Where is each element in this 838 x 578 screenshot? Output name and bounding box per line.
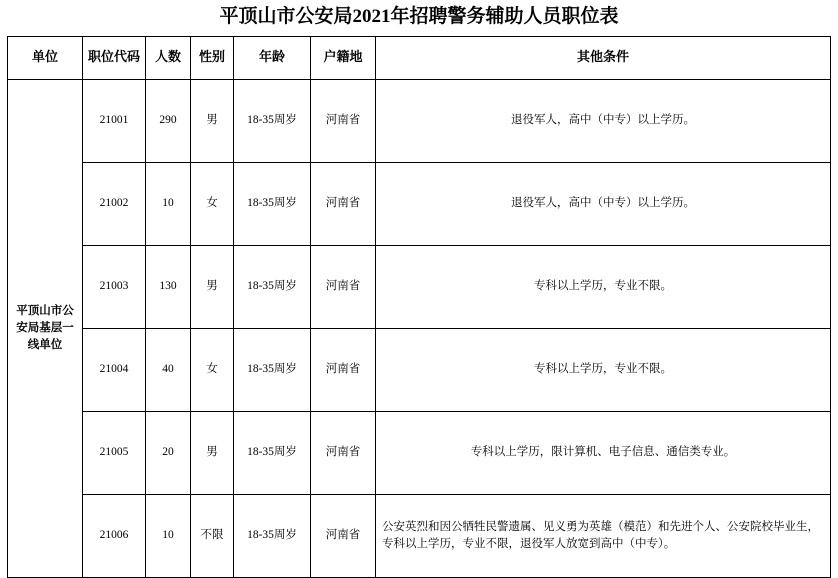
cell-age: 18-35周岁 (234, 79, 311, 162)
column-header-count: 人数 (146, 36, 191, 79)
cell-age: 18-35周岁 (234, 162, 311, 245)
cell-other: 退役军人，高中（中专）以上学历。 (376, 162, 831, 245)
cell-code: 21004 (83, 328, 146, 411)
table-header-row (8, 36, 831, 79)
cell-count: 20 (146, 411, 191, 494)
table-row (8, 411, 831, 494)
table-row (8, 162, 831, 245)
cell-code: 21001 (83, 79, 146, 162)
cell-age: 18-35周岁 (234, 245, 311, 328)
table-header (8, 36, 831, 79)
cell-other: 公安英烈和因公牺牲民警遗属、见义勇为英雄（模范）和先进个人、公安院校毕业生，专科以上学历，专业不限，退役军人放宽到高中（中专）。 (376, 494, 831, 577)
column-header-age: 年龄 (234, 36, 311, 79)
cell-code: 21005 (83, 411, 146, 494)
cell-other: 专科以上学历，限计算机、电子信息、通信类专业。 (376, 411, 831, 494)
table-row (8, 245, 831, 328)
cell-count: 290 (146, 79, 191, 162)
cell-gender: 女 (191, 328, 234, 411)
cell-gender: 男 (191, 245, 234, 328)
cell-count: 130 (146, 245, 191, 328)
cell-hukou: 河南省 (311, 494, 376, 577)
cell-other: 专科以上学历，专业不限。 (376, 328, 831, 411)
cell-count: 40 (146, 328, 191, 411)
table-row (8, 79, 831, 162)
job-positions-table (7, 36, 831, 578)
cell-age: 18-35周岁 (234, 494, 311, 577)
page-title: 平顶山市公安局2021年招聘警务辅助人员职位表 (219, 6, 619, 27)
cell-count: 10 (146, 494, 191, 577)
column-header-hukou: 户籍地 (311, 36, 376, 79)
column-header-unit: 单位 (8, 36, 83, 79)
cell-gender: 男 (191, 79, 234, 162)
table-body (8, 79, 831, 577)
cell-other: 专科以上学历，专业不限。 (376, 245, 831, 328)
cell-hukou: 河南省 (311, 79, 376, 162)
column-header-gender: 性别 (191, 36, 234, 79)
cell-gender: 女 (191, 162, 234, 245)
cell-hukou: 河南省 (311, 328, 376, 411)
cell-age: 18-35周岁 (234, 411, 311, 494)
unit-group-cell: 平顶山市公安局基层一线单位 (8, 79, 83, 577)
column-header-code: 职位代码 (83, 36, 146, 79)
cell-count: 10 (146, 162, 191, 245)
cell-age: 18-35周岁 (234, 328, 311, 411)
cell-hukou: 河南省 (311, 245, 376, 328)
cell-gender: 男 (191, 411, 234, 494)
table-row (8, 494, 831, 577)
cell-code: 21006 (83, 494, 146, 577)
table-row (8, 328, 831, 411)
cell-hukou: 河南省 (311, 162, 376, 245)
cell-code: 21002 (83, 162, 146, 245)
column-header-other: 其他条件 (376, 36, 831, 79)
cell-other: 退役军人，高中（中专）以上学历。 (376, 79, 831, 162)
cell-code: 21003 (83, 245, 146, 328)
cell-gender: 不限 (191, 494, 234, 577)
cell-hukou: 河南省 (311, 411, 376, 494)
